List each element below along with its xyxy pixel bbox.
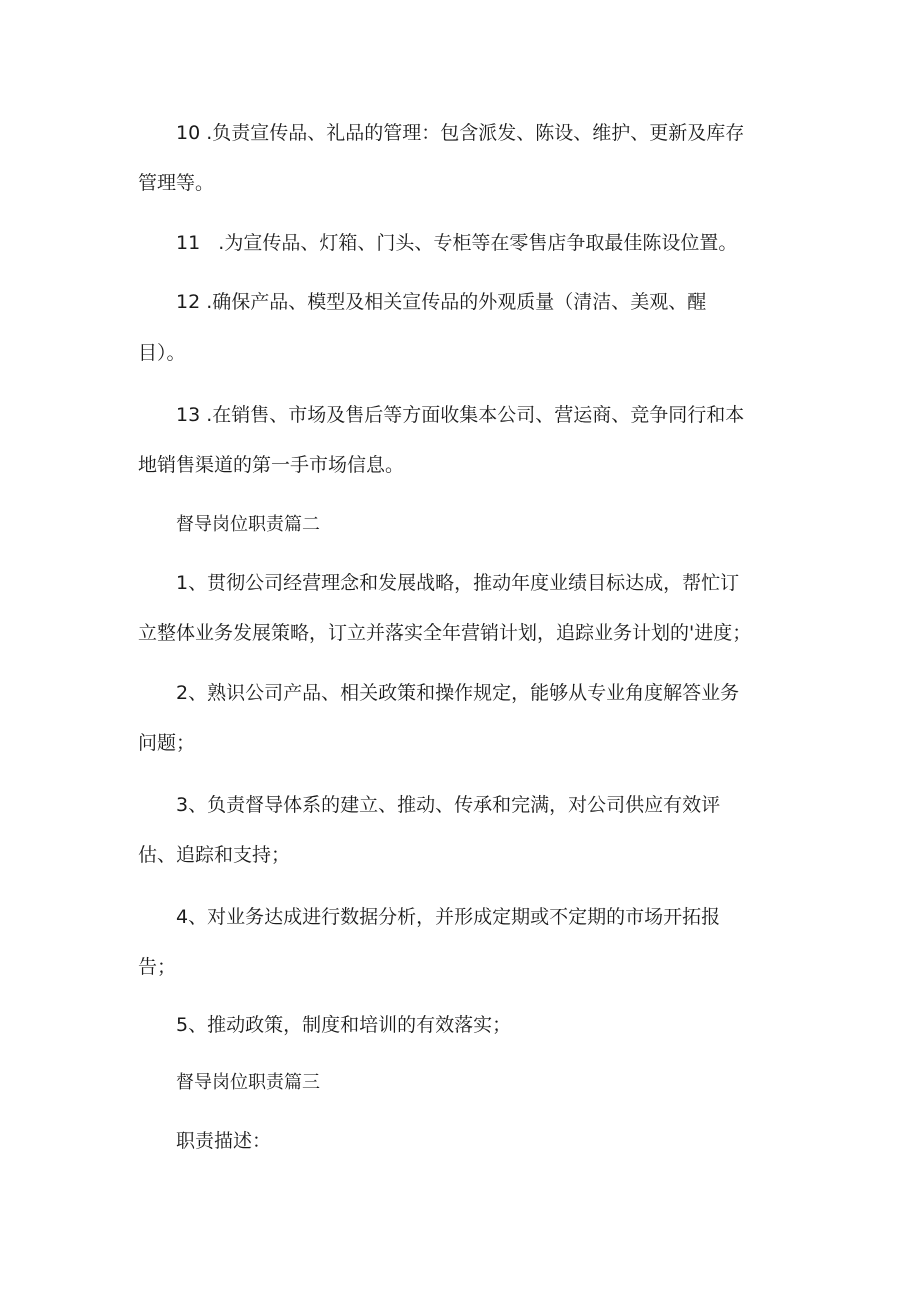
job-description-label: 职责描述： xyxy=(176,1130,272,1152)
duty-4-line-1: 4、对业务达成进行数据分析，并形成定期或不定期的市场开拓报 xyxy=(176,906,721,928)
item-13-line-1: 13 .在销售、市场及售后等方面收集本公司、营运商、竞争同行和本 xyxy=(176,404,745,426)
item-13-line-2: 地销售渠道的第一手市场信息。 xyxy=(138,454,405,476)
duty-2-line-1: 2、熟识公司产品、相关政策和操作规定，能够从专业角度解答业务 xyxy=(176,682,740,704)
duty-2-line-2: 问题； xyxy=(138,732,196,754)
duty-1-line-2: 立整体业务发展策略，订立并落实全年营销计划，追踪业务计划的'进度； xyxy=(138,622,752,644)
duty-5-line-1: 5、推动政策，制度和培训的有效落实； xyxy=(176,1014,512,1036)
duty-4-line-2: 告； xyxy=(138,956,177,978)
item-10-line-1: 10 .负责宣传品、礼品的管理：包含派发、陈设、维护、更新及库存 xyxy=(176,122,745,144)
section-heading-3: 督导岗位职责篇三 xyxy=(176,1072,320,1093)
section-heading-2: 督导岗位职责篇二 xyxy=(176,514,320,535)
duty-3-line-1: 3、负责督导体系的建立、推动、传承和完满，对公司供应有效评 xyxy=(176,794,721,816)
duty-3-line-2: 估、追踪和支持； xyxy=(138,844,291,866)
duty-1-line-1: 1、贯彻公司经营理念和发展战略，推动年度业绩目标达成，帮忙订 xyxy=(176,572,740,594)
item-11-line-1: 11 .为宣传品、灯箱、门头、专柜等在零售店争取最佳陈设位置。 xyxy=(176,232,738,254)
item-12-line-2: 目）。 xyxy=(138,342,186,364)
item-10-line-2: 管理等。 xyxy=(138,172,215,194)
item-12-line-1: 12 .确保产品、模型及相关宣传品的外观质量（清洁、美观、醒 xyxy=(176,291,707,313)
